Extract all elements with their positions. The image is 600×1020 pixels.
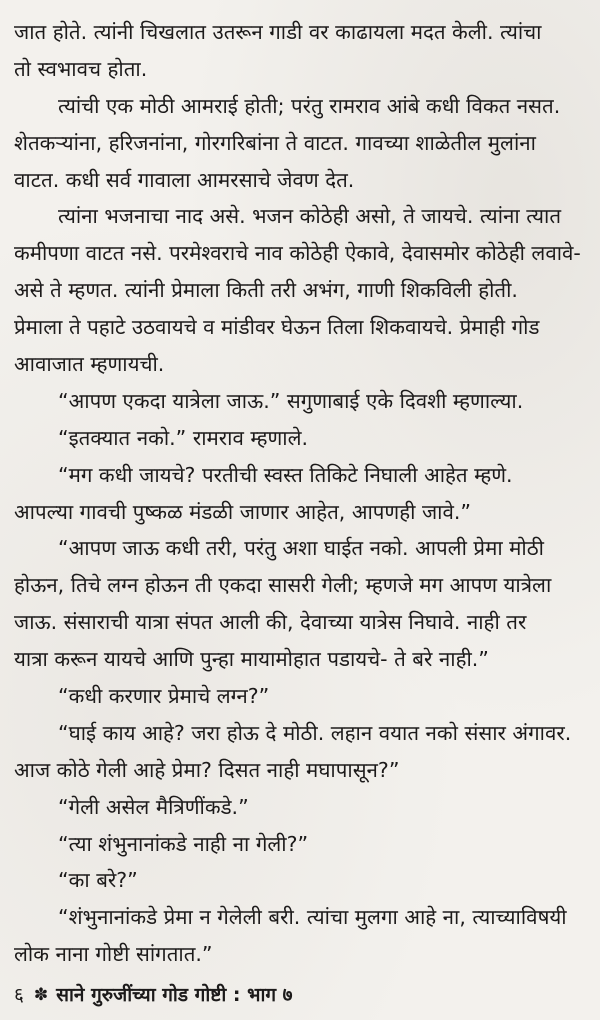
flower-separator-icon: ✽ <box>33 985 49 1005</box>
text-line: आवाजात म्हणायची. <box>14 352 165 377</box>
text-line: “गेली असेल मैत्रिणींकडे.” <box>58 794 249 819</box>
text-line: “आपण एकदा यात्रेला जाऊ.” सगुणाबाई एके दिवशी म्हणाल्या. <box>58 388 524 413</box>
text-line: “घाई काय आहे? जरा होऊ दे मोठी. लहान वयात नको संसार अंगावर. <box>58 720 572 745</box>
text-line: शेतकऱ्यांना, हरिजनांना, गोरगरिबांना ते वाटत. गावच्या शाळेतील मुलांना <box>14 130 536 155</box>
text-line: “शंभुनानांकडे प्रेमा न गेलेली बरी. त्यांचा मुलगा आहे ना, त्याच्याविषयी <box>58 905 567 930</box>
text-line: प्रेमाला ते पहाटे उठवायचे व मांडीवर घेऊन तिला शिकवायचे. प्रेमाही गोड <box>14 315 540 340</box>
text-line: “त्या शंभुनानांकडे नाही ना गेली?” <box>58 831 309 856</box>
text-line: कमीपणा वाटत नसे. परमेश्वराचे नाव कोठेही ऐकावे, देवासमोर कोठेही लवावे- <box>14 241 581 266</box>
text-line: “इतक्यात नको.” रामराव म्हणाले. <box>58 425 309 450</box>
text-line: “आपण जाऊ कधी तरी, परंतु अशा घाईत नको. आपली प्रेमा मोठी <box>58 536 544 561</box>
text-line: असे ते म्हणत. त्यांनी प्रेमाला किती तरी अभंग, गाणी शिकविली होती. <box>14 278 518 303</box>
text-line: तो स्वभावच होता. <box>14 56 148 81</box>
book-title: साने गुरुजींच्या गोड गोष्टी : भाग ७ <box>56 984 293 1006</box>
text-line: यात्रा करून यायचे आणि पुन्हा मायामोहात पडायचे- ते बरे नाही.” <box>14 647 489 672</box>
text-line: जात होते. त्यांनी चिखलात उतरून गाडी वर काढायला मदत केली. त्यांचा <box>14 20 542 44</box>
text-line: “कधी करणार प्रेमाचे लग्न?” <box>58 684 270 709</box>
text-line: होऊन, तिचे लग्न होऊन ती एकदा सासरी गेली; म्हणजे मग आपण यात्रेला <box>14 573 552 598</box>
text-line: “मग कधी जायचे? परतीची स्वस्त तिकिटे निघाली आहेत म्हणे. <box>58 462 513 487</box>
page-footer <box>14 980 293 1010</box>
text-line: लोक नाना गोष्टी सांगतात.” <box>14 942 213 967</box>
text-line: आपल्या गावची पुष्कळ मंडळी जाणार आहेत, आपणही जावे.” <box>14 499 472 524</box>
text-line: जाऊ. संसाराची यात्रा संपत आली की, देवाच्या यात्रेस निघावे. नाही तर <box>14 610 527 635</box>
text-line: “का बरे?” <box>58 868 138 893</box>
text-line: त्यांना भजनाचा नाद असे. भजन कोठेही असो, ते जायचे. त्यांना त्यात <box>58 204 562 229</box>
text-line: त्यांची एक मोठी आमराई होती; परंतु रामराव आंबे कधी विकत नसत. <box>58 93 561 118</box>
page-number: ६ <box>14 984 24 1006</box>
text-line: आज कोठे गेली आहे प्रेमा? दिसत नाही मघापासून?” <box>14 757 400 782</box>
text-line: वाटत. कधी सर्व गावाला आमरसाचे जेवण देत. <box>14 167 355 192</box>
body-text <box>14 14 592 973</box>
